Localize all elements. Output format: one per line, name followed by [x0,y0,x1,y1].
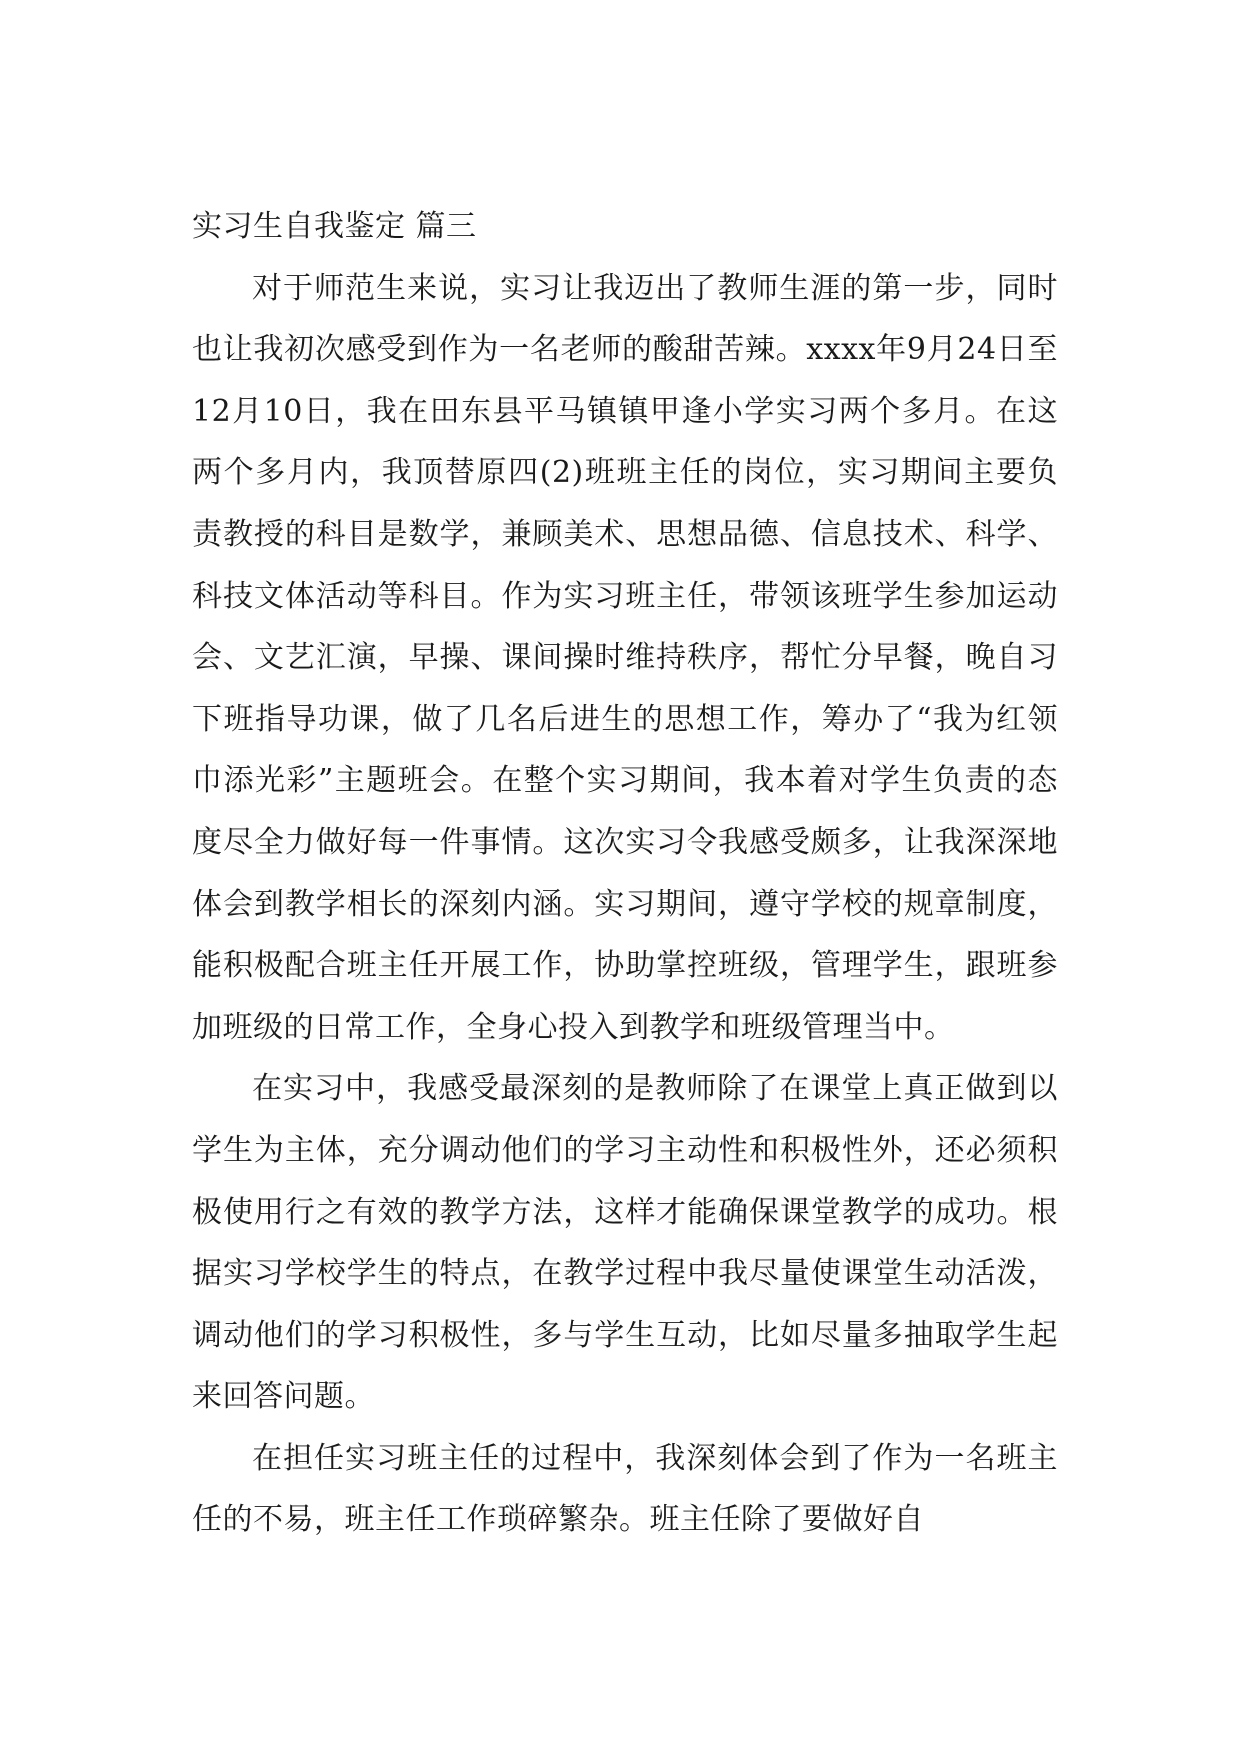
paragraph-3: 在担任实习班主任的过程中，我深刻体会到了作为一名班主任的不易，班主任工作琐碎繁杂。班主任除了要做好自 [192,1440,1058,1538]
paragraph-2: 在实习中，我感受最深刻的是教师除了在课堂上真正做到以学生为主体，充分调动他们的学习主动性和积极性外，还必须积极使用行之有效的教学方法，这样才能确保课堂教学的成功。根据实习学校学生的特点，在教学过程中我尽量使课堂生动活泼，调动他们的学习积极性，多与学生互动，比如尽量多抽取学生起来回答问题。 [192,1071,1058,1415]
document-title: 实习生自我鉴定 篇三 [192,209,477,244]
paragraph-1: 对于师范生来说，实习让我迈出了教师生涯的第一步，同时也让我初次感受到作为一名老师的酸甜苦辣。xxxx年9月24日至12月10日，我在田东县平马镇镇甲逢小学实习两个多月。在这两个多月内，我顶替原四(2)班班主任的岗位，实习期间主要负责教授的科目是数学，兼顾美术、思想品德、信息技术、科学、科技文体活动等科目。作为实习班主任，带领该班学生参加运动会、文艺汇演，早操、课间操时维持秩序，帮忙分早餐，晚自习下班指导功课，做了几名后进生的思想工作，筹办了“我为红领巾添光彩”主题班会。在整个实习期间，我本着对学生负责的态度尽全力做好每一件事情。这次实习令我感受颇多，让我深深地体会到教学相长的深刻内涵。实习期间，遵守学校的规章制度，能积极配合班主任开展工作，协助掌控班级，管理学生，跟班参加班级的日常工作，全身心投入到教学和班级管理当中。 [192,270,1058,1045]
document-body [192,196,1058,1551]
